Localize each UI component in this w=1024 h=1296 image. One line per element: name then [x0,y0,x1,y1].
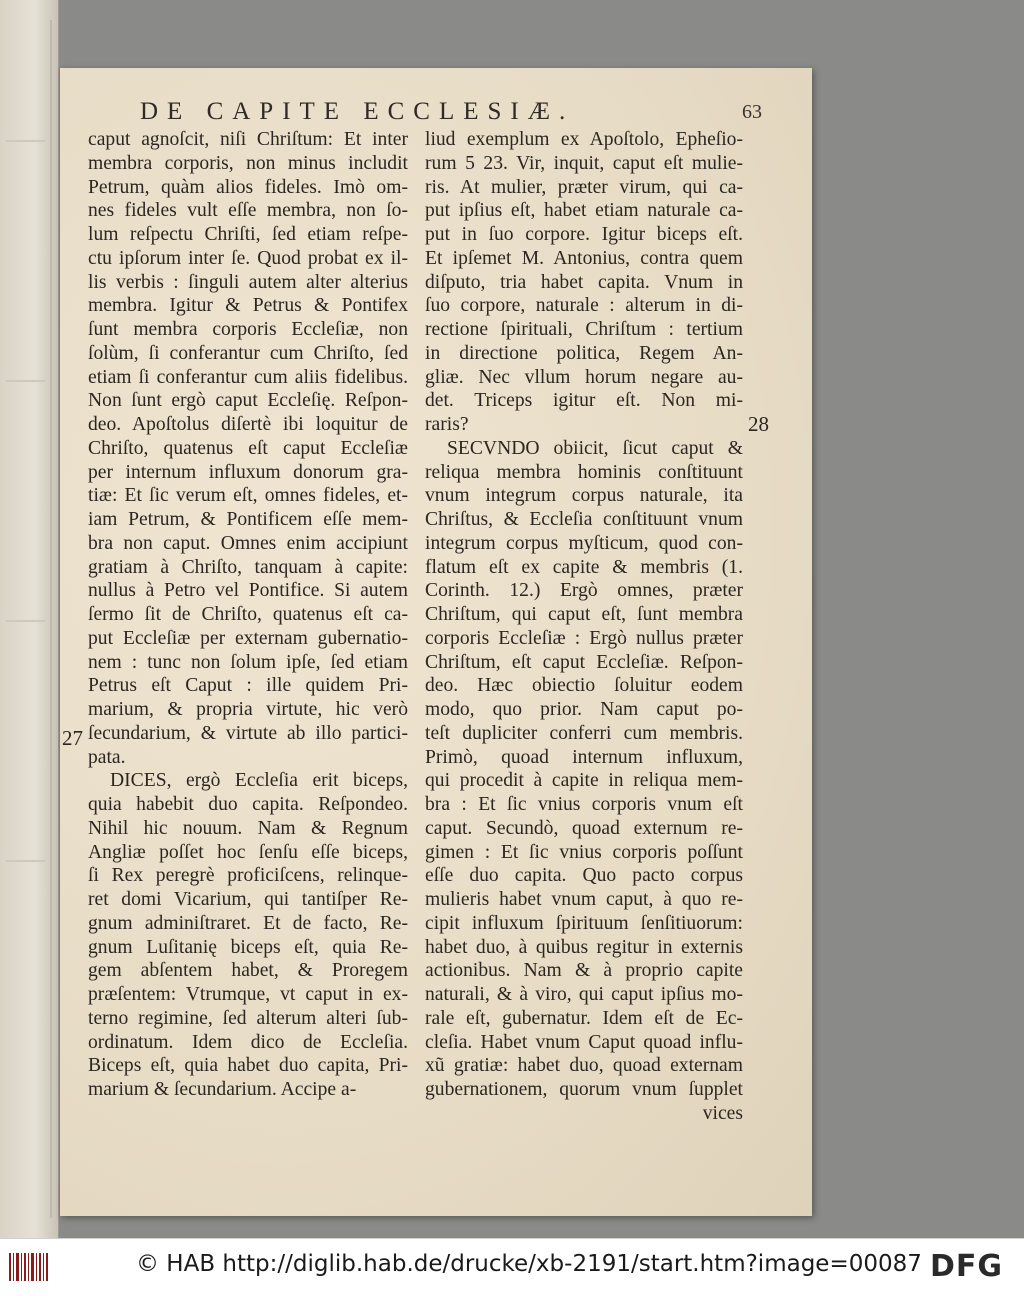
text-line: per internum influxum donorum gra- [88,461,408,483]
text-line: cleſia. Habet vnum Caput quoad influ- [425,1031,743,1053]
text-line: in directione politica, Regem An- [425,342,743,364]
text-line: pata. [88,746,126,768]
text-line: Non ſunt ergò caput Eccleſię. Reſpon- [88,390,408,412]
text-line: gratiam à Chriſto, tanquam à capite: [88,556,408,578]
text-line: det. Triceps igitur eſt. Non mi- [425,390,743,412]
text-line: ſermo ſit de Chriſto, quatenus eſt ca- [88,604,408,625]
text-line: put ipſius eſt, habet etiam naturale ca- [425,200,743,222]
margin-number-right: 28 [748,412,769,436]
text-line: nullus à Petro vel Pontifice. Si autem [88,580,408,602]
text-line: deo. Apoſtolus diſertè ibi loquitur de [88,414,408,435]
text-line: rale eſt, gubernatur. Idem eſt de Ec- [425,1007,743,1029]
text-line: Biceps eſt, quia habet duo capita, Pri- [88,1055,408,1077]
text-line: bra non caput. Omnes enim accipiunt [88,532,408,554]
text-line: ctu ipſorum inter ſe. Quod probat ex il- [88,247,408,269]
text-line: Nihil hic nouum. Nam & Regnum [88,817,408,839]
text-column-left [88,128,408,1102]
text-line: flatum eſt ex capite & membris (1. [425,556,743,578]
text-line: mulieris habet vnum caput, à quo re- [425,889,743,910]
text-line: membra corporis, non minus includit [88,152,408,174]
text-line: habet duo, à quibus regitur in externis [425,936,743,958]
text-line: actionibus. Nam & à proprio capite [425,960,743,982]
text-line: Primò, quoad internum influxum, [425,746,743,768]
text-line: rectione ſpirituali, Chriſtum : tertium [425,319,743,340]
page-fold-shadow [50,20,52,1218]
text-line: vices [702,1102,743,1124]
text-line: DICES, ergò Eccleſia erit biceps, [110,770,408,792]
text-line: etiam ſi conferantur cum aliis fidelibus. [88,366,408,388]
text-line: ſolùm, ſi conferantur cum Chriſto, ſed [88,342,408,364]
text-line: ris. At mulier, præter virum, qui ca- [425,176,743,198]
text-line: marium & ſecundarium. Accipe a- [88,1079,357,1100]
text-line: raris? [425,414,469,435]
text-line: marium, & propria virtute, hic verò [88,699,408,720]
text-line: iam Petrum, & Pontificem eſſe mem- [88,509,408,530]
copyright-url[interactable]: © HAB http://diglib.hab.de/drucke/xb-2191/start.htm?image=00087 [136,1251,922,1277]
text-line: Corinth. 12.) Ergò omnes, præter [425,580,743,602]
text-line: deo. Hæc obiectio ſoluitur eodem [425,675,743,697]
text-line: naturali, & à viro, qui caput ipſius mo- [425,984,743,1005]
text-line: qui procedit à capite in reliqua mem- [425,770,743,792]
text-line: gnum Luſitanię biceps eſt, quia Re- [88,936,408,958]
text-line: gliæ. Nec vllum horum negare au- [425,366,743,388]
text-line: caput. Secundò, quoad externum re- [425,817,743,839]
text-line: gem abſentem habet, & Proregem [88,960,408,982]
text-line: xũ gratiæ: habet duo, quoad externam [425,1055,743,1077]
text-line: membra. Igitur & Petrus & Pontifex [88,295,408,317]
text-line: eſſe duo capita. Quo pacto corpus [425,865,743,887]
bleed-through-mark [6,140,46,142]
text-line: gubernationem, quorum vnum ſupplet [425,1079,743,1100]
text-line: lis verbis : ſinguli autem alter alterius [88,271,408,293]
text-line: tiæ: Et ſic verum eſt, omnes fideles, et- [88,485,408,507]
bleed-through-mark [6,380,46,382]
text-line: Chriſto, quatenus eſt caput Eccleſiæ [88,437,408,459]
text-line: ret domi Vicarium, qui tantiſper Re- [88,889,408,910]
text-line: integrum corpus myſticum, quod con- [425,532,743,554]
footer-bar [0,1238,1024,1296]
adjacent-page-edge [0,0,59,1238]
text-line: vnum integrum corpus naturale, ita [425,485,743,507]
text-line: teſt dupliciter conferri cum membris. [425,722,743,744]
text-line: put Eccleſiæ per externam gubernatio- [88,627,408,649]
text-line: diſputo, tria habet capita. Vnum in [425,271,743,293]
barcode-icon [8,1249,50,1285]
text-line: cipit influxum ſpirituum ſenſitiuorum: [425,912,743,934]
text-line: rum 5 23. Vir, inquit, caput eſt mulie- [425,152,743,174]
text-line: ordinatum. Idem dico de Eccleſia. [88,1031,408,1053]
text-line: SECVNDO obiicit, ſicut caput & [447,437,743,459]
text-line: Angliæ poſſet hoc ſenſu eſſe biceps, [88,841,408,863]
text-line: Chriſtum, eſt caput Eccleſiæ. Reſpon- [425,651,743,673]
text-line: Chriſtus, & Eccleſia conſtituunt vnum [425,509,743,530]
text-line: modo, quo prior. Nam caput po- [425,699,743,720]
text-line: ſi Rex peregrè proficiſcens, relinque- [88,865,408,887]
margin-number-left: 27 [62,726,83,750]
text-column-right [425,128,743,1126]
running-head: DE CAPITE ECCLESIÆ. [140,98,575,125]
text-line: Petrus eſt Caput : ille quidem Pri- [88,675,408,697]
text-line: Petrum, quàm alios fideles. Imò om- [88,176,408,198]
text-line: bra : Et ſic vnius corporis vnum eſt [425,794,743,815]
page-number: 63 [742,101,762,123]
text-line: nes fideles vult eſſe membra, non ſo- [88,200,408,222]
text-line: ſuo corpore, naturale : alterum in di- [425,295,743,317]
text-line: terno regimine, ſed alterum alteri ſub- [88,1007,408,1029]
text-line: corporis Eccleſiæ : Ergò nullus præter [425,627,743,649]
text-line: ſecundarium, & virtute ab illo partici- [88,722,408,744]
bleed-through-mark [6,620,46,622]
dfg-logo: DFG [930,1249,1004,1284]
text-line: gnum adminiſtraret. Et de facto, Re- [88,912,408,934]
text-line: nem : tunc non ſolum ipſe, ſed etiam [88,651,408,673]
text-line: ſunt membra corporis Eccleſiæ, non [88,319,408,340]
text-line: Chriſtum, qui caput eſt, ſunt membra [425,604,743,625]
text-line: præſentem: Vtrumque, vt caput in ex- [88,984,408,1005]
text-line: quia habebit duo capita. Reſpondeo. [88,794,408,815]
text-line: gimen : Et ſic vnius corporis poſſunt [425,841,743,863]
text-line: Et ipſemet M. Antonius, contra quem [425,247,743,269]
text-line: lum reſpectu Chriſti, ſed etiam reſpe- [88,224,408,245]
text-line: liud exemplum ex Apoſtolo, Epheſio- [425,129,743,150]
text-line: reliqua membra hominis conſtituunt [425,461,743,483]
text-line: caput agnoſcit, niſi Chriſtum: Et inter [88,129,408,150]
bleed-through-mark [6,860,46,862]
text-line: put in ſuo corpore. Igitur biceps eſt. [425,224,743,245]
